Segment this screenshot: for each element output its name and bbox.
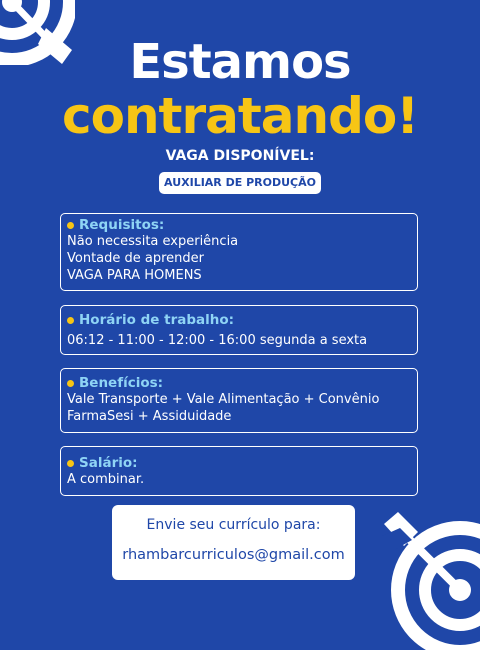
horario-title: Horário de trabalho: [79,312,235,328]
bullet-dot-icon [67,222,74,229]
requisito-item: VAGA PARA HOMENS [67,268,202,283]
requisito-item: Não necessita experiência [67,234,239,249]
bullet-dot-icon [67,317,74,324]
requisitos-card [60,213,418,291]
cta-instruction: Envie seu currículo para: [146,517,321,533]
beneficios-card [60,368,418,433]
vaga-role-badge: AUXILIAR DE PRODUÇÃO [159,172,321,194]
bullet-dot-icon [67,460,74,467]
requisito-item: Vontade de aprender [67,251,205,266]
salario-title: Salário: [79,455,138,471]
bullet-dot-icon [67,380,74,387]
target-arrow-icon [380,510,480,650]
requisitos-title: Requisitos: [79,217,165,233]
cta-box [112,505,355,580]
hero-headline [0,36,480,144]
beneficios-text: Vale Transporte + Vale Alimentação + Convênio FarmaSesi + Assiduidade [67,392,380,424]
salario-text: A combinar. [67,472,145,487]
vaga-label: VAGA DISPONÍVEL: [165,148,315,164]
salario-card [60,446,418,496]
beneficios-title: Benefícios: [79,375,164,391]
horario-card [60,305,418,355]
headline-line-1: Estamos [129,34,351,90]
headline-line-2: contratando! [61,87,419,145]
contact-email-link[interactable]: rhambarcurriculos@gmail.com [122,547,345,563]
horario-text: 06:12 - 11:00 - 12:00 - 16:00 segunda a sexta [67,333,368,348]
